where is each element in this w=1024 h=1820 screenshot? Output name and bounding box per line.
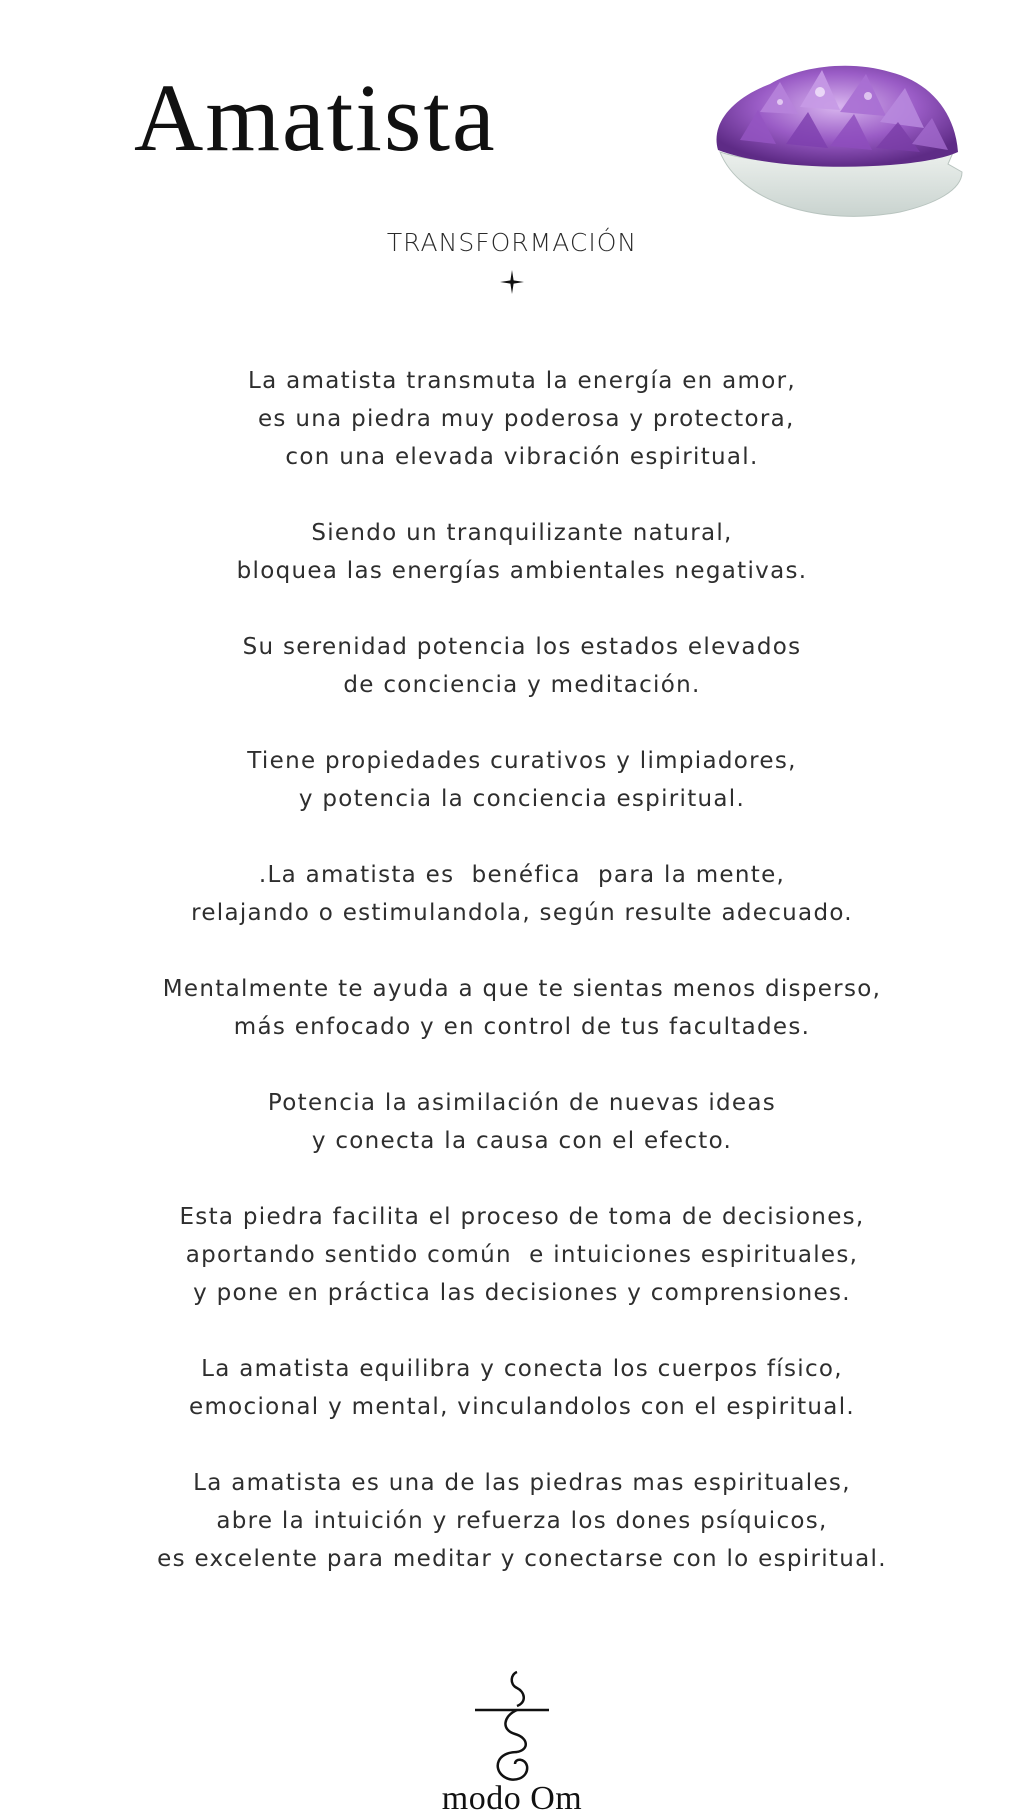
text-line: más enfocado y en control de tus facultades. [233, 1014, 811, 1040]
paragraph [0, 362, 1024, 476]
modo-om-symbol-icon [467, 1668, 557, 1786]
text-line: Mentalmente te ayuda a que te sientas menos disperso, [162, 976, 882, 1002]
text-line: La amatista es una de las piedras mas espirituales, [193, 1470, 851, 1496]
text-line: y pone en práctica las decisiones y comprensiones. [193, 1280, 851, 1306]
text-line: Tiene propiedades curativos y limpiadores, [247, 748, 797, 774]
page-title: Amatista [134, 64, 497, 171]
text-line: Su serenidad potencia los estados elevados [242, 634, 802, 660]
paragraph [0, 1464, 1024, 1578]
paragraph [0, 628, 1024, 704]
body-text [0, 362, 1024, 1616]
text-line: abre la intuición y refuerza los dones psíquicos, [216, 1508, 828, 1534]
paragraph [0, 1084, 1024, 1160]
text-line: es una piedra muy poderosa y protectora, [249, 406, 795, 432]
text-line: La amatista transmuta la energía en amor, [248, 368, 796, 394]
text-line: con una elevada vibración espiritual. [285, 444, 759, 470]
paragraph [0, 856, 1024, 932]
text-line: es excelente para meditar y conectarse con lo espiritual. [157, 1546, 887, 1572]
paragraph [0, 970, 1024, 1046]
text-line: aportando sentido común e intuiciones espirituales, [185, 1242, 859, 1268]
paragraph [0, 1198, 1024, 1312]
paragraph [0, 742, 1024, 818]
brand-name: modo Om [441, 1780, 583, 1817]
text-line: Esta piedra facilita el proceso de toma de decisiones, [179, 1204, 865, 1230]
text-line: Siendo un tranquilizante natural, [311, 520, 733, 546]
text-line: .La amatista es benéfica para la mente, [258, 862, 786, 888]
paragraph [0, 1350, 1024, 1426]
brand-logo [0, 1668, 1024, 1818]
text-line: y conecta la causa con el efecto. [311, 1128, 733, 1154]
paragraph [0, 514, 1024, 590]
text-line: y potencia la conciencia espiritual. [298, 786, 746, 812]
text-line: emocional y mental, vinculandolos con el espiritual. [189, 1394, 855, 1420]
amethyst-crystal-image [700, 52, 970, 222]
subtitle: TRANSFORMACIÓN [386, 228, 638, 257]
text-line: La amatista equilibra y conecta los cuerpos físico, [201, 1356, 843, 1382]
text-line: de conciencia y meditación. [343, 672, 701, 698]
text-line: relajando o estimulandola, según resulte adecuado. [191, 900, 853, 926]
sparkle-icon [500, 270, 524, 294]
text-line: bloquea las energías ambientales negativas. [236, 558, 808, 584]
text-line: Potencia la asimilación de nuevas ideas [267, 1090, 777, 1116]
